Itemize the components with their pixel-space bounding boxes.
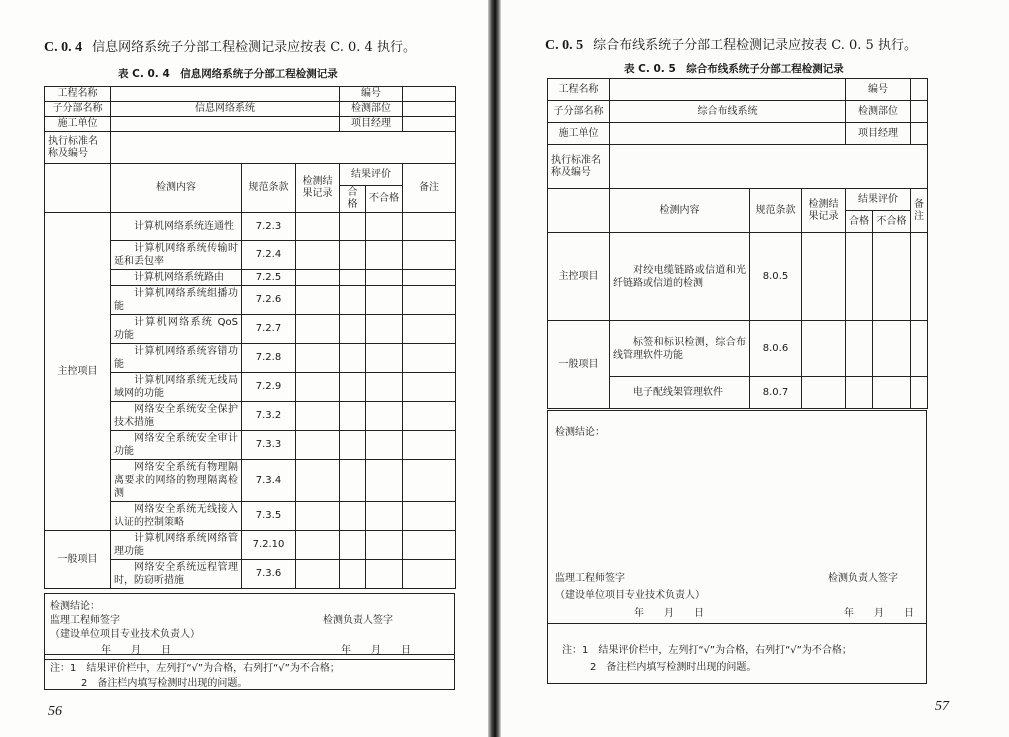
content-header: 检测内容 — [610, 189, 750, 233]
supervisor-date: 年 月 日 — [634, 608, 704, 619]
table-row — [45, 531, 456, 560]
construction-unit-label: 施工单位 — [548, 123, 610, 145]
remark-cell — [403, 286, 456, 315]
item-clause: 7.3.2 — [242, 402, 296, 431]
item-content: 计算机网络系统连通性 — [111, 213, 242, 241]
pass-cell — [846, 321, 873, 377]
item-clause: 8.0.6 — [750, 321, 802, 377]
item-clause: 7.2.6 — [242, 286, 296, 315]
construction-unit-value — [111, 117, 340, 132]
item-content: 计算机网络系统容错功能 — [111, 344, 242, 373]
item-content: 网络安全系统安全审计功能 — [111, 431, 242, 460]
pass-cell — [340, 373, 366, 402]
item-content: 计算机网络系统无线局域网的功能 — [111, 373, 242, 402]
item-content: 计算机网络系统路由 — [111, 270, 242, 286]
builder-label: （建设单位项目专业技术负责人） — [555, 590, 705, 601]
result-record-cell — [296, 286, 340, 315]
item-clause: 7.2.8 — [242, 344, 296, 373]
fail-cell — [366, 270, 403, 286]
item-clause: 8.0.7 — [750, 377, 802, 409]
sub-division-value: 信息网络系统 — [111, 102, 340, 117]
item-clause: 7.3.3 — [242, 431, 296, 460]
item-content: 计算机网络系统传输时延和丢包率 — [111, 241, 242, 270]
result-record-cell — [296, 402, 340, 431]
note-2: 2 备注栏内填写检测时出现的问题。 — [590, 662, 757, 673]
remark-cell — [403, 431, 456, 460]
item-clause: 8.0.5 — [750, 233, 802, 321]
inspector-signature-label: 检测负责人签字 — [828, 573, 898, 584]
result-record-cell — [296, 213, 340, 241]
number-value — [403, 87, 456, 102]
fail-cell — [366, 460, 403, 502]
clause-header: 规范条款 — [750, 189, 802, 233]
result-eval-header: 结果评价 — [340, 164, 403, 186]
sub-division-label: 子分部名称 — [45, 102, 111, 117]
construction-unit-label: 施工单位 — [45, 117, 111, 132]
result-record-cell — [296, 344, 340, 373]
remark-cell — [911, 377, 928, 409]
clause-heading: C. 0. 5 综合布线系统子分部工程检测记录应按表 C. 0. 5 执行。 — [545, 38, 917, 53]
right-page — [501, 0, 1009, 737]
remark-header: 备注 — [403, 164, 456, 213]
item-clause: 7.2.10 — [242, 531, 296, 560]
supervisor-signature-label: 监理工程师签字 — [50, 615, 120, 626]
standard-label: 执行标准名称及编号 — [45, 132, 111, 164]
note-1: 注：1 结果评价栏中，左列打“√”为合格，右列打“√”为不合格； — [50, 663, 340, 674]
fail-cell — [366, 373, 403, 402]
pass-cell — [846, 233, 873, 321]
item-content: 网络安全系统安全保护技术措施 — [111, 402, 242, 431]
main-items-label: 主控项目 — [548, 233, 610, 321]
notes-box — [44, 654, 455, 690]
pass-header: 合格 — [846, 211, 873, 233]
fail-cell — [366, 402, 403, 431]
result-record-header: 检测结果记录 — [802, 189, 846, 233]
remark-cell — [403, 373, 456, 402]
signature-area — [44, 593, 455, 660]
pass-cell — [340, 315, 366, 344]
note-1: 注：1 结果评价栏中，左列打“√”为合格，右列打“√”为不合格； — [562, 645, 852, 656]
table-caption: 表 C. 0. 4 信息网络系统子分部工程检测记录 — [118, 68, 338, 80]
result-record-cell — [296, 241, 340, 270]
pass-cell — [340, 460, 366, 502]
sub-division-value: 综合布线系统 — [610, 101, 846, 123]
fail-cell — [366, 431, 403, 460]
item-content: 网络安全系统有物理隔离要求的网络的物理隔离检测 — [111, 460, 242, 502]
general-items — [548, 321, 928, 409]
fail-cell — [366, 531, 403, 560]
item-content: 计算机网络系统 QoS 功能 — [111, 315, 242, 344]
inspection-record-table — [44, 86, 456, 589]
result-record-cell — [802, 321, 846, 377]
remark-cell — [403, 315, 456, 344]
pass-cell — [340, 531, 366, 560]
general-items — [45, 531, 456, 589]
standard-label: 执行标准名称及编号 — [548, 145, 610, 189]
remark-cell — [403, 531, 456, 560]
note-2: 2 备注栏内填写检测时出现的问题。 — [81, 678, 248, 689]
main-items — [45, 213, 456, 531]
pass-cell — [340, 213, 366, 241]
fail-cell — [366, 560, 403, 589]
book-spine — [488, 0, 501, 737]
number-label: 编号 — [340, 87, 403, 102]
pass-cell — [340, 502, 366, 531]
page-number: 57 — [935, 699, 949, 714]
fail-header: 不合格 — [366, 186, 403, 213]
project-manager-value — [403, 117, 456, 132]
fail-cell — [366, 241, 403, 270]
result-eval-header: 结果评价 — [846, 189, 911, 211]
sub-division-label: 子分部名称 — [548, 101, 610, 123]
remark-header: 备注 — [911, 189, 928, 233]
remark-cell — [403, 402, 456, 431]
remark-cell — [403, 460, 456, 502]
supervisor-date: 年 月 日 — [101, 645, 171, 656]
supervisor-signature-label: 监理工程师签字 — [555, 573, 625, 584]
item-clause: 7.3.5 — [242, 502, 296, 531]
pass-cell — [340, 241, 366, 270]
pass-cell — [340, 560, 366, 589]
item-clause: 7.2.3 — [242, 213, 296, 241]
item-content: 计算机网络系统网络管理功能 — [111, 531, 242, 560]
pass-cell — [340, 402, 366, 431]
check-part-value — [911, 101, 928, 123]
item-content: 计算机网络系统组播功能 — [111, 286, 242, 315]
general-items-label: 一般项目 — [548, 321, 610, 409]
conclusion-label: 检测结论： — [50, 601, 100, 612]
result-record-cell — [296, 531, 340, 560]
inspection-record-table — [547, 78, 928, 409]
result-record-cell — [296, 560, 340, 589]
fail-cell — [873, 233, 911, 321]
check-part-value — [403, 102, 456, 117]
result-record-cell — [802, 377, 846, 409]
item-clause: 7.3.6 — [242, 560, 296, 589]
standard-value — [610, 145, 928, 189]
main-items — [548, 233, 928, 321]
item-clause: 7.2.9 — [242, 373, 296, 402]
pass-cell — [846, 377, 873, 409]
table-caption: 表 C. 0. 5 综合布线系统子分部工程检测记录 — [624, 63, 844, 75]
remark-cell — [403, 560, 456, 589]
inspector-signature-label: 检测负责人签字 — [323, 615, 393, 626]
table-row — [45, 213, 456, 241]
item-content: 网络安全系统远程管理时，防窃听措施 — [111, 560, 242, 589]
result-record-cell — [296, 373, 340, 402]
result-record-cell — [296, 315, 340, 344]
result-record-cell — [296, 460, 340, 502]
project-name-value — [610, 79, 846, 101]
item-clause: 7.2.5 — [242, 270, 296, 286]
item-clause: 7.3.4 — [242, 460, 296, 502]
pass-cell — [340, 431, 366, 460]
pass-cell — [340, 286, 366, 315]
clause-header: 规范条款 — [242, 164, 296, 213]
item-content: 电子配线架管理软件 — [610, 377, 750, 409]
result-record-header: 检测结果记录 — [296, 164, 340, 213]
result-record-cell — [296, 502, 340, 531]
project-manager-label: 项目经理 — [340, 117, 403, 132]
table-row — [548, 233, 928, 321]
remark-cell — [911, 321, 928, 377]
fail-cell — [366, 502, 403, 531]
number-value — [911, 79, 928, 101]
result-record-cell — [296, 431, 340, 460]
remark-cell — [403, 241, 456, 270]
general-items-label: 一般项目 — [45, 531, 111, 589]
header-blank — [548, 189, 610, 233]
item-clause: 7.2.4 — [242, 241, 296, 270]
fail-cell — [366, 344, 403, 373]
content-header: 检测内容 — [111, 164, 242, 213]
project-manager-value — [911, 123, 928, 145]
inspector-date: 年 月 日 — [844, 608, 914, 619]
project-manager-label: 项目经理 — [846, 123, 911, 145]
project-name-label: 工程名称 — [548, 79, 610, 101]
main-items-label: 主控项目 — [45, 213, 111, 531]
fail-cell — [366, 315, 403, 344]
project-name-label: 工程名称 — [45, 87, 111, 102]
fail-cell — [873, 377, 911, 409]
fail-cell — [873, 321, 911, 377]
check-part-label: 检测部位 — [846, 101, 911, 123]
item-clause: 7.2.7 — [242, 315, 296, 344]
item-content: 网络安全系统无线接入认证的控制策略 — [111, 502, 242, 531]
header-blank — [45, 164, 111, 213]
signature-area — [547, 410, 927, 684]
pass-header: 合格 — [340, 186, 366, 213]
remark-cell — [403, 270, 456, 286]
item-content: 对绞电缆链路或信道和光纤链路或信道的检测 — [610, 233, 750, 321]
table-row — [548, 321, 928, 377]
remark-cell — [403, 213, 456, 241]
fail-cell — [366, 213, 403, 241]
inspector-date: 年 月 日 — [341, 645, 411, 656]
remark-cell — [403, 502, 456, 531]
remark-cell — [911, 233, 928, 321]
notes-divider — [548, 623, 926, 624]
item-content: 标签和标识检测，综合布线管理软件功能 — [610, 321, 750, 377]
construction-unit-value — [610, 123, 846, 145]
pass-cell — [340, 270, 366, 286]
result-record-cell — [802, 233, 846, 321]
remark-cell — [403, 344, 456, 373]
result-record-cell — [296, 270, 340, 286]
standard-value — [111, 132, 456, 164]
page-number: 56 — [48, 704, 62, 719]
project-name-value — [111, 87, 340, 102]
pass-cell — [340, 344, 366, 373]
fail-cell — [366, 286, 403, 315]
check-part-label: 检测部位 — [340, 102, 403, 117]
builder-label: （建设单位项目专业技术负责人） — [50, 629, 200, 640]
left-page — [0, 0, 488, 737]
fail-header: 不合格 — [873, 211, 911, 233]
clause-heading: C. 0. 4 信息网络系统子分部工程检测记录应按表 C. 0. 4 执行。 — [44, 40, 416, 55]
conclusion-label: 检测结论： — [555, 427, 605, 438]
number-label: 编号 — [846, 79, 911, 101]
